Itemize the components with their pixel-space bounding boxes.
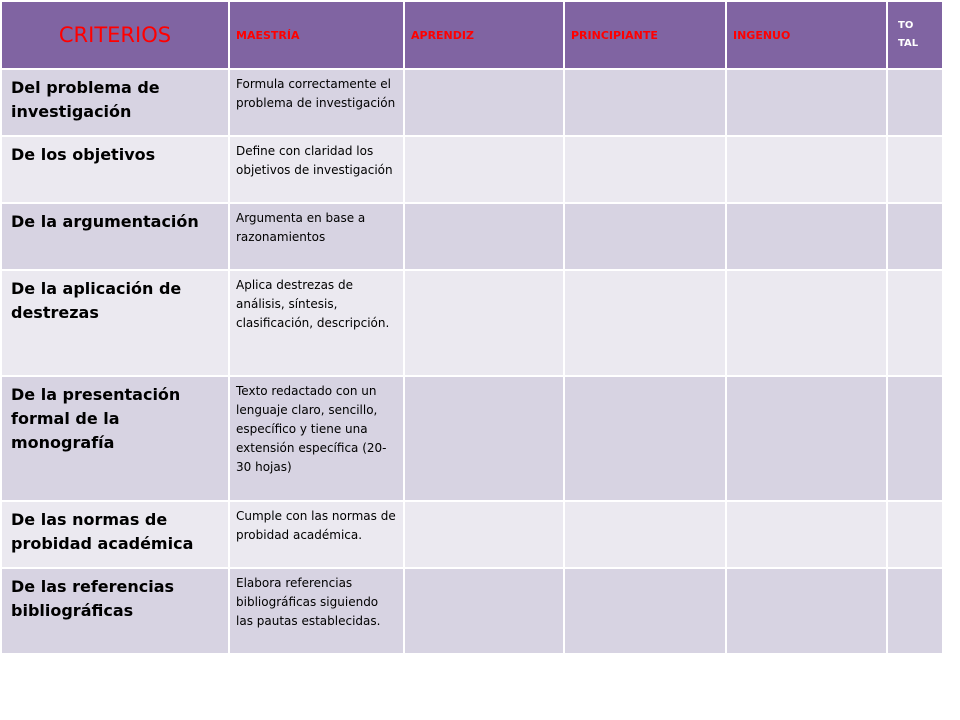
criterion-label: Del problema de investigación [11,78,160,121]
score-cell-principiante [564,568,726,654]
score-cell-principiante [564,203,726,270]
score-cell-ingenuo [726,203,887,270]
score-cell-aprendiz [404,568,564,654]
table-row [1,203,943,270]
header-principiante [564,1,726,69]
descriptor-cell [229,501,404,568]
criterion-label: De la aplicación de destrezas [11,279,182,322]
descriptor-cell [229,136,404,203]
score-cell-total [887,136,943,203]
criterion-label: De las normas de probidad académica [11,510,194,553]
descriptor-cell [229,568,404,654]
criterion-cell [1,69,229,136]
header-criterios-label: CRITERIOS [58,23,172,47]
score-cell-ingenuo [726,69,887,136]
criterion-cell [1,270,229,376]
header-ingenuo-label: INGENUO [733,28,791,42]
score-cell-ingenuo [726,136,887,203]
header-maestria [229,1,404,69]
criterion-cell [1,501,229,568]
table-row [1,136,943,203]
criterion-label: De la presentación formal de la monografía [11,385,181,452]
criterion-cell [1,136,229,203]
score-cell-aprendiz [404,136,564,203]
score-cell-ingenuo [726,376,887,501]
score-cell-total [887,203,943,270]
criterion-label: De los objetivos [11,145,156,164]
score-cell-aprendiz [404,376,564,501]
header-criterios [1,1,229,69]
criterion-label: De la argumentación [11,212,199,231]
descriptor-text: Define con claridad los objetivos de investigación [236,144,393,177]
descriptor-text: Texto redactado con un lenguaje claro, sencillo, específico y tiene una extensión específica (20-30 hojas) [236,384,387,474]
score-cell-total [887,568,943,654]
score-cell-ingenuo [726,501,887,568]
header-principiante-label: PRINCIPIANTE [571,28,658,42]
descriptor-text: Argumenta en base a razonamientos [236,211,366,244]
criterion-label: De las referencias bibliográficas [11,577,175,620]
descriptor-text: Aplica destrezas de análisis, síntesis, clasificación, descripción. [236,278,390,330]
score-cell-total [887,69,943,136]
score-cell-total [887,501,943,568]
score-cell-aprendiz [404,501,564,568]
table-row [1,69,943,136]
descriptor-text: Formula correctamente el problema de investigación [236,77,396,110]
descriptor-cell [229,69,404,136]
descriptor-cell [229,203,404,270]
criterion-cell [1,203,229,270]
score-cell-principiante [564,270,726,376]
score-cell-principiante [564,376,726,501]
table-row [1,376,943,501]
header-maestria-label: MAESTRÍA [236,28,300,42]
score-cell-total [887,270,943,376]
header-total [887,1,943,69]
score-cell-total [887,376,943,501]
header-total-label: TOTAL [898,20,919,49]
score-cell-ingenuo [726,270,887,376]
score-cell-principiante [564,501,726,568]
score-cell-principiante [564,69,726,136]
header-aprendiz-label: APRENDIZ [411,28,474,42]
header-row [1,1,943,69]
score-cell-aprendiz [404,203,564,270]
table-row [1,501,943,568]
score-cell-principiante [564,136,726,203]
score-cell-aprendiz [404,270,564,376]
header-ingenuo [726,1,887,69]
score-cell-aprendiz [404,69,564,136]
descriptor-cell [229,376,404,501]
table-row [1,568,943,654]
descriptor-text: Elabora referencias bibliográficas siguiendo las pautas establecidas. [236,576,381,628]
descriptor-text: Cumple con las normas de probidad académica. [236,509,396,542]
criterion-cell [1,376,229,501]
score-cell-ingenuo [726,568,887,654]
table-row [1,270,943,376]
criterion-cell [1,568,229,654]
header-aprendiz [404,1,564,69]
descriptor-cell [229,270,404,376]
